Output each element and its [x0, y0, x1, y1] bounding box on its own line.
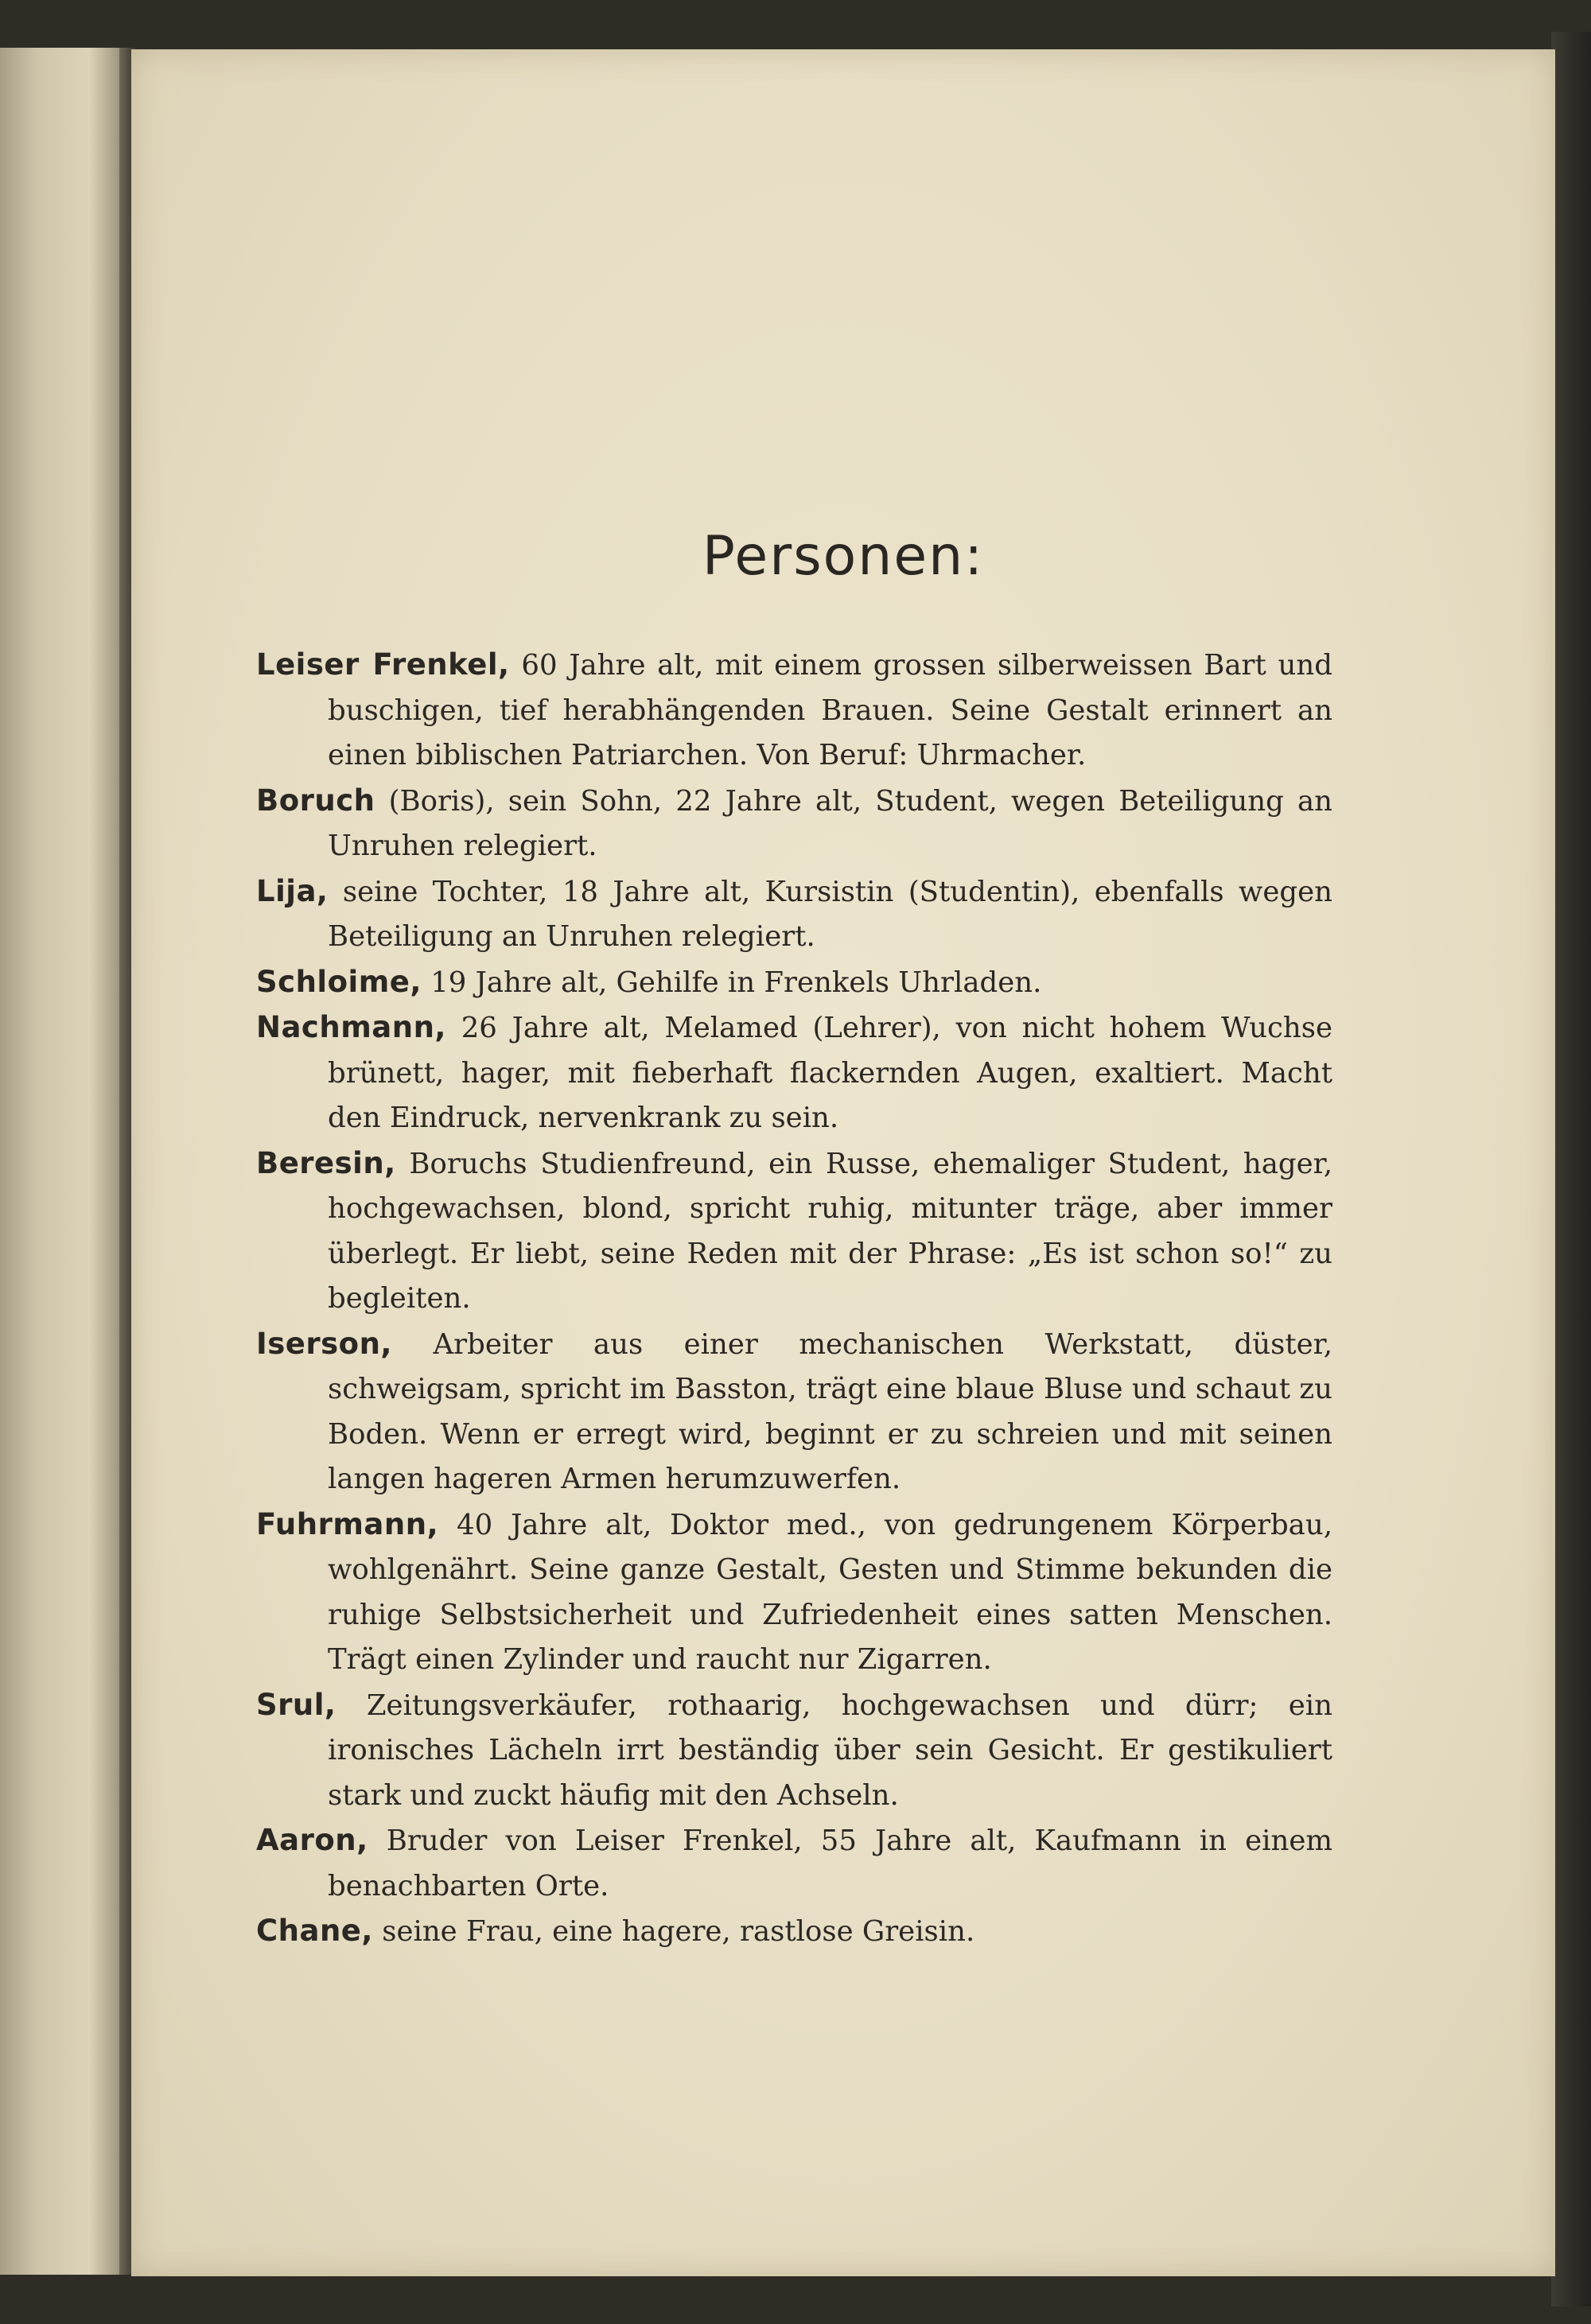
character-name: Iserson,: [256, 1326, 392, 1361]
character-description: seine Frau, eine hagere, rastlose Greisin.: [372, 1915, 975, 1948]
character-description: Bruder von Leiser Frenkel, 55 Jahre alt, Kaufmann in einem benachbarten Orte.: [328, 1825, 1332, 1902]
character-name: Chane,: [256, 1914, 373, 1948]
cast-entry-srul: [256, 1683, 1332, 1819]
cast-entry-iserson: [256, 1322, 1332, 1502]
character-name: Schloime,: [256, 964, 422, 999]
character-description: 26 Jahre alt, Melamed (Lehrer), von nicht hohem Wuchse brünett, hager, mit fieberhaft flackernden Augen, exaltiert. Macht den Eindruck, nervenkrank zu sein.: [328, 1012, 1332, 1134]
character-description: 19 Jahre alt, Gehilfe in Frenkels Uhrladen.: [421, 966, 1042, 999]
cast-entry-beresin: [256, 1141, 1332, 1322]
character-description: (Boris), sein Sohn, 22 Jahre alt, Student, wegen Beteiligung an Unruhen relegiert.: [328, 784, 1332, 862]
cast-entry-nachmann: [256, 1005, 1332, 1141]
cast-entry-leiser-frenkel: [256, 643, 1332, 779]
character-description: 60 Jahre alt, mit einem grossen silberweissen Bart und buschigen, tief herabhängenden Brauen. Seine Gestalt erinnert an einen biblischen Patriarchen. Von Beruf: Uhrmacher.: [328, 649, 1332, 771]
character-description: seine Tochter, 18 Jahre alt, Kursistin (Studentin), ebenfalls wegen Beteiligung an Unruhen relegiert.: [328, 875, 1332, 953]
cast-entry-aaron: [256, 1818, 1332, 1909]
cast-entry-schloime: [256, 960, 1332, 1006]
cast-entry-fuhrmann: [256, 1502, 1332, 1683]
character-name: Lija,: [256, 873, 329, 908]
cast-list: [256, 643, 1332, 1955]
character-name: Beresin,: [256, 1145, 396, 1180]
cast-entry-chane: [256, 1909, 1332, 1955]
book-cover-edge: [1551, 32, 1591, 2307]
character-name: Fuhrmann,: [256, 1506, 439, 1541]
character-description: Arbeiter aus einer mechanischen Werkstatt, düster, schweigsam, spricht im Basston, trägt eine blaue Bluse und schaut zu Boden. Wenn er erregt wird, beginnt er zu schreien und mit seinen langen hageren Armen herumzuwerfen.: [328, 1327, 1332, 1495]
previous-page-edge: [0, 48, 127, 2275]
character-name: Leiser Frenkel,: [256, 647, 510, 682]
cast-entry-lija: [256, 869, 1332, 960]
cast-entry-boruch: [256, 779, 1332, 869]
character-name: Boruch: [256, 783, 375, 818]
character-name: Aaron,: [256, 1823, 368, 1857]
character-description: Zeitungsverkäufer, rothaarig, hochgewachsen und dürr; ein ironisches Lächeln irrt beständig über sein Gesicht. Er gestikuliert stark und zuckt häufig mit den Achseln.: [328, 1689, 1332, 1812]
character-name: Srul,: [256, 1687, 336, 1722]
character-description: Boruchs Studienfreund, ein Russe, ehemaliger Student, hager, hochgewachsen, blond, spricht ruhig, mitunter träge, aber immer überlegt. Er liebt, seine Reden mit der Phrase: „Es ist schon so!“ zu begleiten.: [328, 1147, 1332, 1315]
character-name: Nachmann,: [256, 1010, 446, 1044]
character-description: 40 Jahre alt, Doktor med., von gedrungenem Körperbau, wohlgenährt. Seine ganze Gestalt, Gesten und Stimme bekunden die ruhige Selbstsicherheit und Zufriedenheit eines satten Menschen. Trägt einen Zylinder und raucht nur Zigarren.: [328, 1508, 1332, 1676]
page-title: Personen:: [702, 525, 985, 588]
